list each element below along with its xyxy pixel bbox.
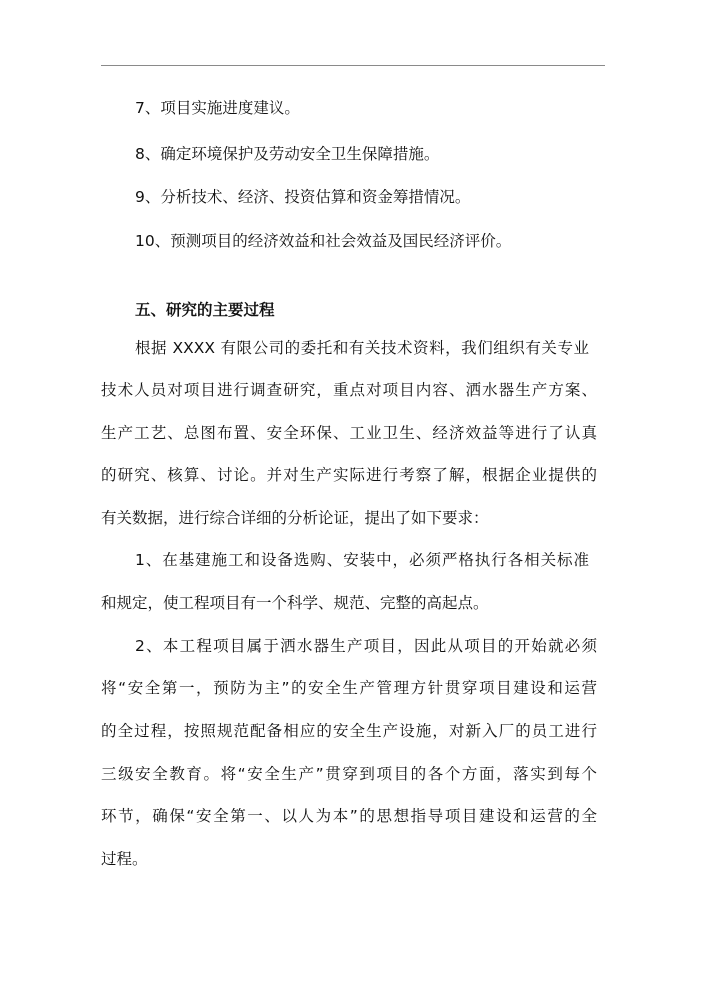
header-rule xyxy=(101,65,605,66)
paragraph-line: 三级安全教育。将“安全生产”贯穿到项目的各个方面，落实到每个 xyxy=(101,765,597,783)
paragraph-line: 根据 XXXX 有限公司的委托和有关技术资料，我们组织有关专业 xyxy=(135,339,589,357)
section-heading: 五、研究的主要过程 xyxy=(135,301,275,319)
paragraph-line: 2、本工程项目属于洒水器生产项目，因此从项目的开始就必须 xyxy=(135,637,597,655)
paragraph-line: 过程。 xyxy=(101,850,148,868)
paragraph-line: 和规定，使工程项目有一个科学、规范、完整的高起点。 xyxy=(101,594,489,612)
paragraph-line: 环节，确保“安全第一、以人为本”的思想指导项目建设和运营的全 xyxy=(101,807,597,825)
paragraph-line: 生产工艺、总图布置、安全环保、工业卫生、经济效益等进行了认真 xyxy=(101,424,597,442)
paragraph-line: 将“安全第一，预防为主”的安全生产管理方针贯穿项目建设和运营 xyxy=(101,679,597,697)
paragraph-line: 的研究、核算、讨论。并对生产实际进行考察了解，根据企业提供的 xyxy=(101,466,597,484)
paragraph-line: 1、在基建施工和设备选购、安装中，必须严格执行各相关标准 xyxy=(135,551,589,569)
paragraph-line: 技术人员对项目进行调查研究，重点对项目内容、洒水器生产方案、 xyxy=(101,381,597,399)
list-item-8: 8、确定环境保护及劳动安全卫生保障措施。 xyxy=(135,145,440,163)
list-item-10: 10、预测项目的经济效益和社会效益及国民经济评价。 xyxy=(135,232,512,250)
paragraph-line: 有关数据，进行综合详细的分析论证，提出了如下要求： xyxy=(101,509,489,527)
list-item-7: 7、项目实施进度建议。 xyxy=(135,99,300,117)
paragraph-line: 的全过程，按照规范配备相应的安全生产设施，对新入厂的员工进行 xyxy=(101,722,597,740)
list-item-9: 9、分析技术、经济、投资估算和资金筹措情况。 xyxy=(135,188,471,206)
